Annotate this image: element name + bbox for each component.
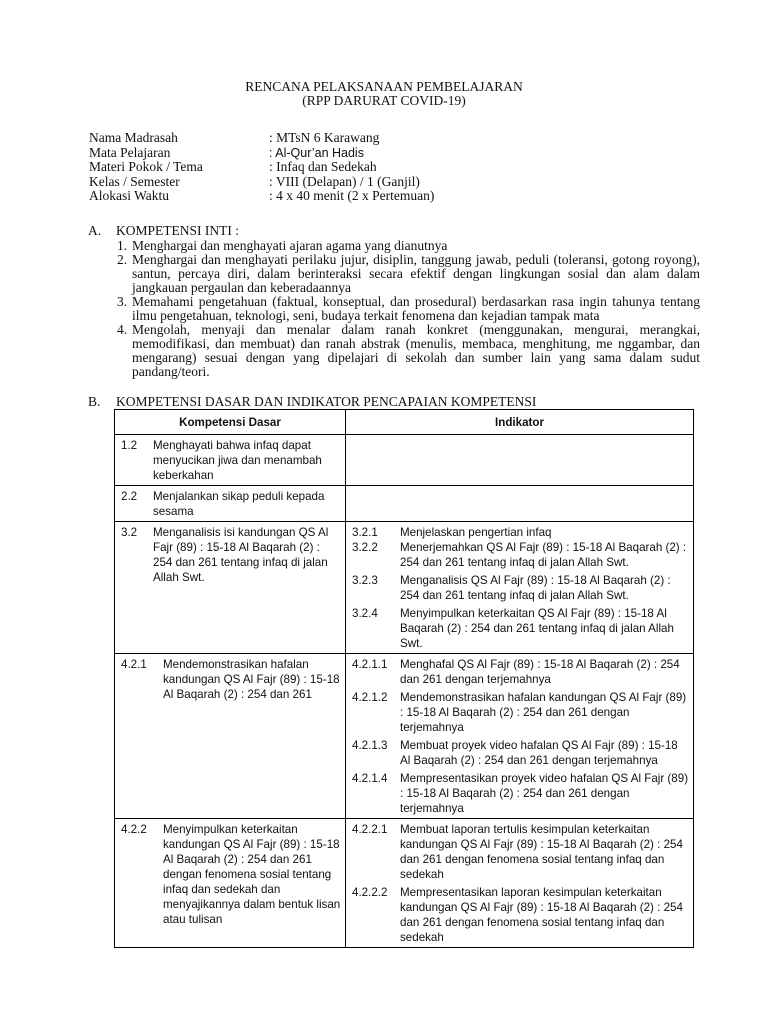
indicator-item (352, 606, 689, 651)
section-title: KOMPETENSI DASAR DAN INDIKATOR PENCAPAIAN KOMPETENSI (116, 394, 537, 409)
indicator-item (352, 540, 689, 570)
indicator-item (352, 738, 689, 768)
indicator-item (352, 657, 689, 687)
indicator-text: Menerjemahkan QS Al Fajr (89) : 15-18 Al Baqarah (2) : 254 dan 261 tentang infaq di jalan Allah Swt. (400, 541, 687, 569)
indicator-item (352, 525, 689, 540)
indicator-text: Menghafal QS Al Fajr (89) : 15-18 Al Baqarah (2) : 254 dan 261 dengan terjemahnya (400, 658, 680, 686)
section-heading (88, 395, 700, 409)
kd-cell (115, 486, 346, 522)
table-row (115, 819, 694, 948)
section-title: KOMPETENSI INTI : (116, 223, 239, 238)
indicator-code: 4.2.2.2 (352, 886, 388, 899)
section-letter: A. (88, 223, 102, 238)
identity-value: : MTsN 6 Karawang (269, 130, 380, 145)
table-row (115, 435, 694, 486)
kd-text: Menyimpulkan keterkaitan kandungan QS Al Fajr (89) : 15-18 Al Baqarah (2) : 254 dan 261 dengan fenomena sosial tentang infaq dan sedekah dan menyajikannya dalam bentuk lisan atau tulisan (163, 823, 341, 926)
indicator-code: 4.2.2.1 (352, 823, 388, 836)
indicator-item (352, 822, 689, 882)
indicator-item (352, 690, 689, 735)
kd-text: Menghayati bahwa infaq dapat menyucikan jiwa dan menambah keberkahan (153, 439, 322, 482)
section-kompetensi-dasar (88, 395, 700, 409)
identity-value: : 4 x 40 menit (2 x Pertemuan) (269, 188, 435, 203)
kd-indikator-table (114, 409, 694, 948)
identity-row (89, 146, 434, 161)
list-item (117, 323, 700, 379)
identity-value: : Infaq dan Sedekah (269, 159, 377, 174)
list-text: Menghargai dan menghayati ajaran agama yang dianutnya (132, 238, 448, 253)
list-text: Menghargai dan menghayati perilaku jujur, disiplin, tanggung jawab, peduli (toleransi, gotong royong), santun, percaya diri, dalam berinteraksi secara efektif dengan lingkungan sosial dan alam dalam jangkauan pergaulan dan keberadaannya (132, 252, 700, 295)
indicator-cell (346, 654, 694, 819)
identity-label: Nama Madrasah (89, 130, 178, 145)
identity-row (89, 131, 434, 146)
indicator-cell (346, 819, 694, 948)
identity-label: Alokasi Waktu (89, 188, 170, 203)
list-item (117, 239, 700, 253)
document-title: RENCANA PELAKSANAAN PEMBELAJARAN (245, 79, 523, 94)
table-row (115, 486, 694, 522)
indicator-code: 4.2.1.4 (352, 772, 388, 785)
identity-label: Materi Pokok / Tema (89, 159, 203, 174)
list-item (117, 295, 700, 323)
indicator-text: Mempresentasikan proyek video hafalan QS Al Fajr (89) : 15-18 Al Baqarah (2) : 254 dan 261 dengan terjemahnya (400, 772, 689, 815)
table-row (115, 654, 694, 819)
section-heading (88, 224, 700, 238)
kd-text: Menganalisis isi kandungan QS Al Fajr (89) : 15-18 Al Baqarah (2) : 254 dan 261 tentang infaq di jalan Allah Swt. (153, 526, 329, 584)
kd-text: Menjalankan sikap peduli kepada sesama (153, 490, 325, 518)
indicator-item (352, 885, 689, 945)
list-text: Mengolah, menyaji dan menalar dalam ranah konkret (menggunakan, mengurai, merangkai, memodifikasi, dan membuat) dan ranah abstrak (menulis, membaca, menghitung, me nggambar, dan mengarang) sesuai dengan yang dipelajari di sekolah dan sumber lain yang sama dalam sudut pandang/teori. (132, 322, 700, 379)
kd-code: 2.2 (121, 490, 138, 503)
identity-row (89, 189, 434, 204)
indicator-code: 4.2.1.1 (352, 658, 388, 671)
table-header-row (115, 410, 694, 435)
indicator-code: 4.2.1.2 (352, 691, 388, 704)
indicator-code: 3.2.4 (352, 607, 378, 620)
identity-block (89, 131, 434, 204)
kd-code: 3.2 (121, 526, 138, 539)
identity-label: Mata Pelajaran (89, 144, 171, 160)
indicator-code: 3.2.2 (352, 541, 378, 554)
indicator-text: Mendemonstrasikan hafalan kandungan QS Al Fajr (89) : 15-18 Al Baqarah (2) : 254 dan 261 dengan terjemahnya (400, 691, 687, 734)
identity-label: Kelas / Semester (89, 173, 180, 189)
indicator-code: 3.2.3 (352, 574, 378, 587)
list-number: 4. (117, 322, 128, 337)
indicator-cell (346, 522, 694, 654)
kd-cell (115, 435, 346, 486)
list-item (117, 253, 700, 295)
section-kompetensi-inti (88, 224, 700, 379)
header-kompetensi-dasar: Kompetensi Dasar (115, 410, 346, 435)
indicator-text: Membuat laporan tertulis kesimpulan keterkaitan kandungan QS Al Fajr (89) : 15-18 Al Baqarah (2) : 254 dan 261 dengan fenomena sosial tentang infaq dan sedekah (400, 823, 683, 881)
kd-text: Mendemonstrasikan hafalan kandungan QS Al Fajr (89) : 15-18 Al Baqarah (2) : 254 dan 261 (163, 658, 340, 701)
list-number: 1. (117, 238, 128, 253)
identity-value: : VIII (Delapan) / 1 (Ganjil) (269, 173, 420, 189)
indicator-code: 4.2.1.3 (352, 739, 388, 752)
list-number: 3. (117, 294, 128, 309)
indicator-text: Menjelaskan pengertian infaq (400, 526, 552, 539)
identity-value: : Al-Qur’an Hadis (269, 145, 364, 160)
indicator-text: Membuat proyek video hafalan QS Al Fajr (89) : 15-18 Al Baqarah (2) : 254 dan 261 dengan terjemahnya (400, 739, 678, 767)
kd-code: 4.2.2 (121, 823, 147, 836)
identity-row (89, 160, 434, 175)
kd-cell (115, 654, 346, 819)
indicator-code: 3.2.1 (352, 526, 378, 539)
indicator-text: Menyimpulkan keterkaitan QS Al Fajr (89) : 15-18 Al Baqarah (2) : 254 dan 261 tentang infaq di jalan Allah Swt. (400, 607, 674, 650)
list-text: Memahami pengetahuan (faktual, konseptual, dan prosedural) berdasarkan rasa ingin tahunya tentang ilmu pengetahuan, teknologi, seni, budaya terkait fenomena dan kejadian tampak mata (132, 294, 700, 323)
indicator-cell (346, 435, 694, 486)
kd-code: 4.2.1 (121, 658, 147, 671)
identity-row (89, 175, 434, 190)
list-number: 2. (117, 252, 128, 267)
indicator-item (352, 573, 689, 603)
header-indikator: Indikator (346, 410, 694, 435)
ki-list (117, 239, 700, 379)
table-row (115, 522, 694, 654)
section-letter: B. (88, 394, 101, 409)
document-subtitle: (RPP DARURAT COVID-19) (302, 93, 466, 108)
kd-cell (115, 522, 346, 654)
indicator-text: Menganalisis QS Al Fajr (89) : 15-18 Al Baqarah (2) : 254 dan 261 tentang infaq di jalan Allah Swt. (400, 574, 671, 602)
kd-code: 1.2 (121, 439, 138, 452)
indicator-text: Mempresentasikan laporan kesimpulan keterkaitan kandungan QS Al Fajr (89) : 15-18 Al Baqarah (2) : 254 dan 261 dengan fenomena sosial tentang infaq dan sedekah (400, 886, 683, 944)
indicator-cell (346, 486, 694, 522)
kd-cell (115, 819, 346, 948)
indicator-item (352, 771, 689, 816)
